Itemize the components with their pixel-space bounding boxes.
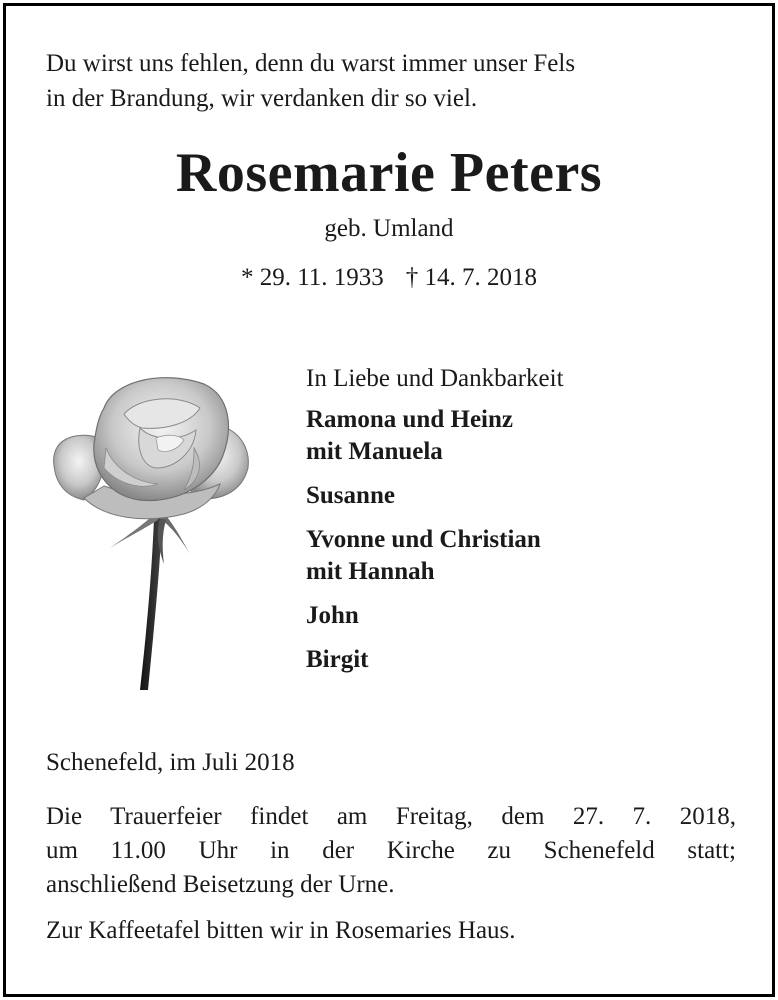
deceased-name: Rosemarie Peters: [175, 142, 603, 204]
death-date: † 14. 7. 2018: [405, 264, 538, 291]
mourner-group: [306, 404, 726, 468]
mourner-group: [306, 524, 726, 588]
service-line-1: Die Trauerfeier findet am Freitag, dem 27. 7. 2018,: [46, 803, 736, 830]
funeral-service-info: [46, 800, 736, 902]
mourner-group: [306, 480, 726, 512]
mourner-name: Birgit: [306, 646, 369, 673]
service-line-3: anschließend Beisetzung der Urne.: [46, 871, 395, 898]
intro-line-1: Du wirst uns fehlen, denn du warst immer unser Fels: [46, 50, 576, 77]
coffee-note: Zur Kaffeetafel bitten wir in Rosemaries Haus.: [46, 917, 516, 944]
maiden-name: geb. Umland: [324, 215, 454, 242]
birth-date: * 29. 11. 1933: [240, 264, 384, 291]
mourner-companion: mit Hannah: [306, 558, 435, 585]
place-date: Schenefeld, im Juli 2018: [46, 749, 295, 776]
mourner-companion: mit Manuela: [306, 438, 443, 465]
intro-line-2: in der Brandung, wir verdanken dir so viel.: [46, 85, 478, 112]
mourner-group: [306, 644, 726, 676]
mourner-name: Yvonne und Christian: [306, 526, 541, 553]
mourner-group: [306, 600, 726, 632]
service-line-2: um 11.00 Uhr in der Kirche zu Schenefeld statt;: [46, 837, 736, 864]
mourners-list: [306, 362, 726, 688]
life-dates: [0, 261, 778, 295]
mourner-name: John: [306, 602, 359, 629]
mourners-lead: In Liebe und Dankbarkeit: [306, 365, 564, 392]
rose-icon: [44, 368, 254, 693]
intro-quote: [46, 46, 746, 116]
mourner-name: Susanne: [306, 482, 395, 509]
mourner-name: Ramona und Heinz: [306, 406, 513, 433]
